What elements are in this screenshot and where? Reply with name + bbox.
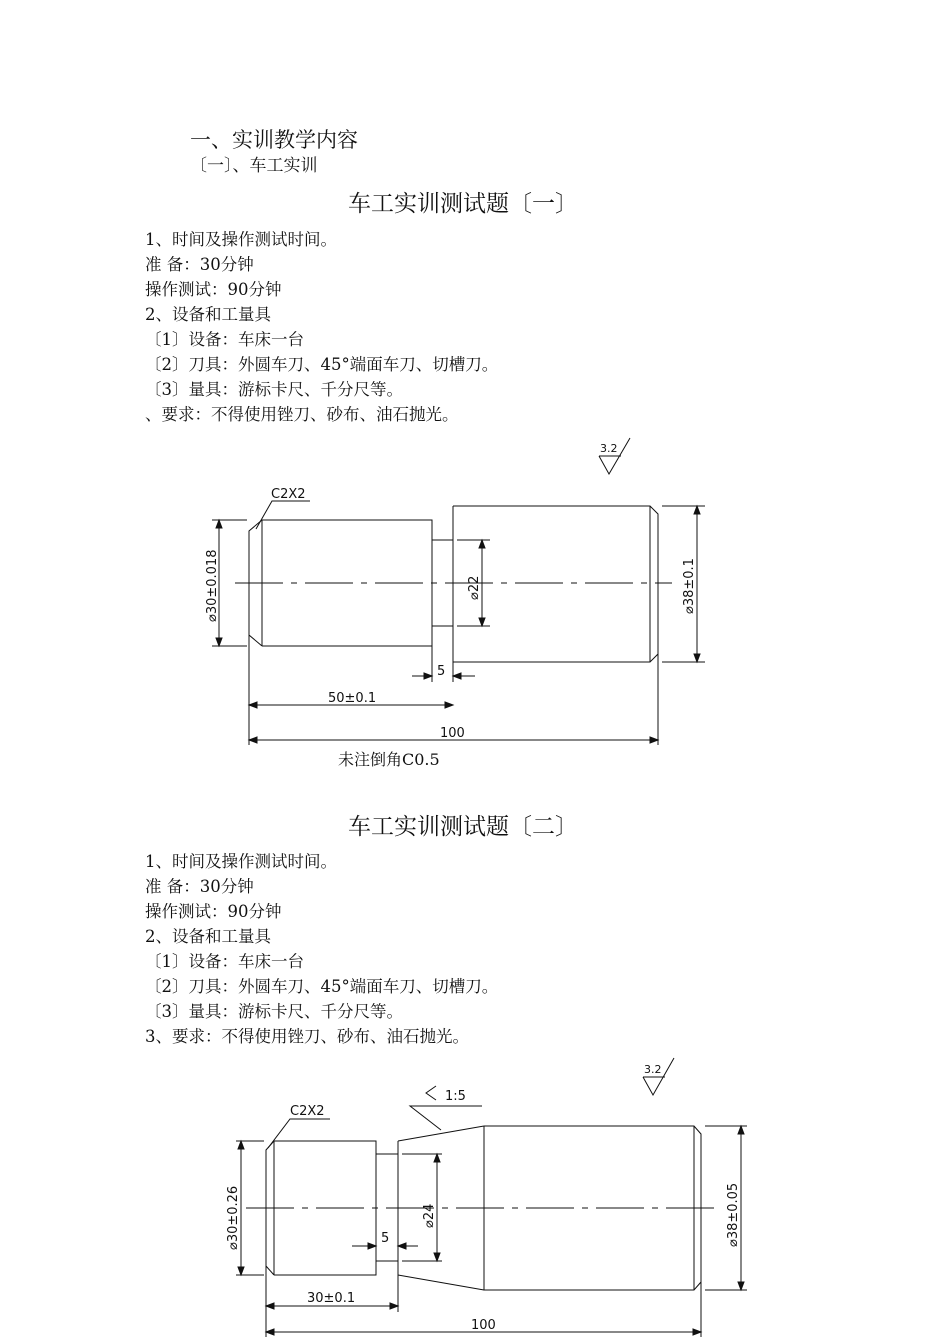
test1-line: 〔2〕刀具：外圆车刀、45°端面车刀、切槽刀。 (145, 355, 499, 374)
total-length-label: 100 (471, 1318, 496, 1333)
section-heading: 一、实训教学内容 (190, 128, 358, 152)
chamfer-label: C2X2 (290, 1104, 325, 1119)
test1-line: 2、设备和工量具 (145, 305, 271, 324)
groove-diameter-label: ⌀22 (467, 575, 482, 600)
total-length-label: 100 (440, 726, 465, 741)
right-diameter-label: ⌀38±0.05 (726, 1182, 741, 1247)
test2-line: 〔1〕设备：车床一台 (145, 952, 304, 971)
left-diameter-label: ⌀30±0.26 (226, 1185, 241, 1250)
roughness-value: 3.2 (600, 442, 618, 455)
test2-line: 准 备：30分钟 (145, 877, 254, 896)
roughness-value: 3.2 (644, 1063, 662, 1076)
test2-line: 〔2〕刀具：外圆车刀、45°端面车刀、切槽刀。 (145, 977, 499, 996)
taper-label: 1:5 (445, 1089, 466, 1104)
test2-line: 〔3〕量具：游标卡尺、千分尺等。 (145, 1002, 403, 1021)
groove-width-label: 5 (381, 1231, 390, 1246)
test1-drawing (0, 430, 950, 775)
test1-line: 1、时间及操作测试时间。 (145, 230, 337, 249)
left-diameter-label: ⌀30±0.018 (205, 549, 220, 622)
test1-line: 〔3〕量具：游标卡尺、千分尺等。 (145, 380, 403, 399)
left-length-label: 50±0.1 (328, 691, 377, 706)
right-cylinder-outline (453, 506, 658, 662)
test2-line: 2、设备和工量具 (145, 927, 271, 946)
test2-line: 操作测试：90分钟 (145, 902, 282, 921)
test2-line: 3、要求：不得使用锉刀、砂布、油石抛光。 (145, 1027, 469, 1046)
section-subheading: 〔一〕、车工实训 (190, 156, 318, 176)
right-diameter-label: ⌀38±0.1 (682, 558, 697, 614)
test2-line: 1、时间及操作测试时间。 (145, 852, 337, 871)
groove-diameter-label: ⌀24 (422, 1203, 437, 1228)
test1-line: 、要求：不得使用锉刀、砂布、油石抛光。 (145, 405, 459, 424)
test1-line: 准 备：30分钟 (145, 255, 254, 274)
chamfer-label: C2X2 (271, 487, 306, 502)
test1-title: 车工实训测试题〔一〕 (348, 191, 578, 217)
groove-width-label: 5 (437, 664, 446, 679)
test1-line: 操作测试：90分钟 (145, 280, 282, 299)
test2-title: 车工实训测试题〔二〕 (348, 814, 578, 840)
left-length-label: 30±0.1 (307, 1291, 356, 1306)
test1-line: 〔1〕设备：车床一台 (145, 330, 304, 349)
drawing-note: 未注倒角C0.5 (338, 750, 440, 769)
test2-drawing (0, 1050, 950, 1344)
